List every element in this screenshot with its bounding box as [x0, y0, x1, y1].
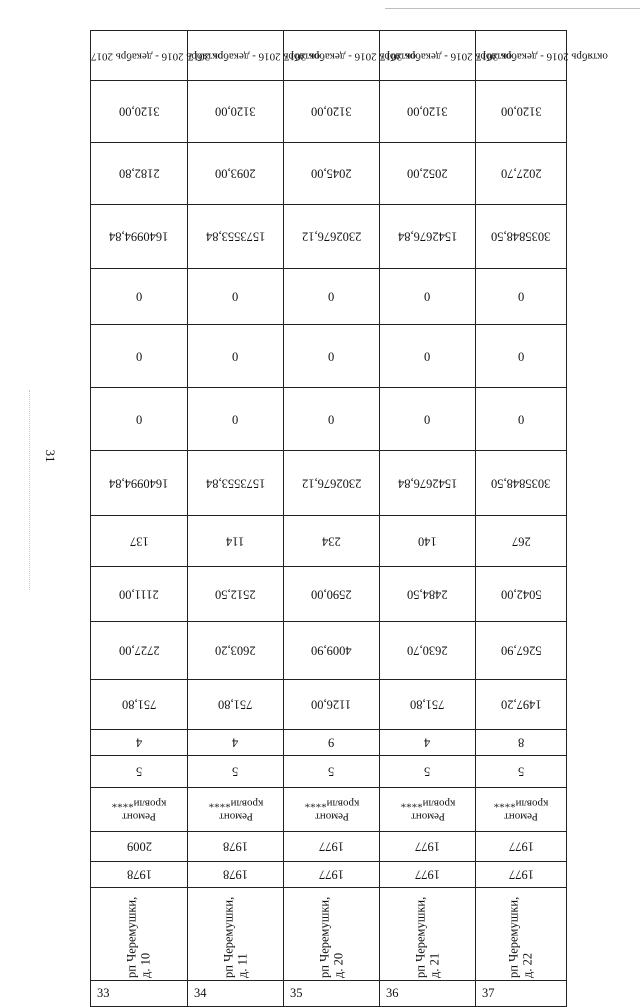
- zero-cell: 0: [284, 325, 380, 388]
- area-cell: 2603,20: [188, 622, 284, 680]
- year-cell: 1978: [188, 832, 284, 862]
- area-cell: 4009,90: [284, 622, 380, 680]
- period-cell: октябрь 2016 - декабрь 2017: [380, 31, 476, 81]
- row-roof-area: [91, 680, 567, 730]
- work-type-cell: Ремонт кровли****: [91, 788, 188, 832]
- residents-cell: 137: [91, 516, 188, 567]
- work-type-cell: Ремонт кровли****: [284, 788, 380, 832]
- cost-cell: 3035848,50: [476, 451, 567, 516]
- year-cell: 1977: [380, 862, 476, 888]
- row-zero-2: [91, 325, 567, 388]
- area-cell: 1126,00: [284, 680, 380, 730]
- row-year-overhaul: [91, 832, 567, 862]
- cost-cell: 1573553,84: [188, 451, 284, 516]
- cost-cell: 1542676,84: [380, 205, 476, 269]
- work-type-cell: Ремонт кровли****: [476, 788, 567, 832]
- area-cell: 2484,50: [380, 567, 476, 622]
- cost-cell: 1542676,84: [380, 451, 476, 516]
- cost-cell: 2302676,12: [284, 451, 380, 516]
- zero-cell: 0: [91, 269, 188, 325]
- cost-cell: 3035848,50: [476, 205, 567, 269]
- area-cell: 5267,90: [476, 622, 567, 680]
- row-zero-3: [91, 269, 567, 325]
- entrances-cell: 4: [188, 730, 284, 756]
- floors-cell: 5: [476, 756, 567, 788]
- area-cell: 1497,20: [476, 680, 567, 730]
- year-cell: 1977: [476, 832, 567, 862]
- row-cost-total-2: [91, 205, 567, 269]
- zero-cell: 0: [188, 269, 284, 325]
- year-cell: 1977: [284, 832, 380, 862]
- area-cell: 751,80: [91, 680, 188, 730]
- unit-cost-cell: 2182,80: [91, 143, 188, 205]
- row-floors: [91, 756, 567, 788]
- row-period: [91, 31, 567, 81]
- floors-cell: 5: [284, 756, 380, 788]
- entrances-cell: 8: [476, 730, 567, 756]
- cost-cell: 1640994,84: [91, 205, 188, 269]
- area-cell: 2630,70: [380, 622, 476, 680]
- zero-cell: 0: [91, 388, 188, 451]
- cost-cell: 1640994,84: [91, 451, 188, 516]
- cost-cell: 1573553,84: [188, 205, 284, 269]
- row-work-type: [91, 788, 567, 832]
- unit-cost-cell: 2093,00: [188, 143, 284, 205]
- year-cell: 1978: [188, 862, 284, 888]
- floors-cell: 5: [188, 756, 284, 788]
- zero-cell: 0: [476, 325, 567, 388]
- row-limit-cost: [91, 81, 567, 143]
- period-cell: октябрь 2016 - декабрь 2017: [476, 31, 567, 81]
- work-type-cell: Ремонт кровли****: [380, 788, 476, 832]
- year-cell: 1977: [380, 832, 476, 862]
- row-zero-1: [91, 388, 567, 451]
- margin-fold-line: [29, 390, 30, 590]
- work-type-cell: Ремонт кровли****: [188, 788, 284, 832]
- area-cell: 751,80: [380, 680, 476, 730]
- area-cell: 5042,00: [476, 567, 567, 622]
- year-cell: 2009: [91, 832, 188, 862]
- page-number: 31: [43, 449, 58, 463]
- floors-cell: 5: [380, 756, 476, 788]
- year-cell: 1978: [91, 862, 188, 888]
- zero-cell: 0: [188, 325, 284, 388]
- row-residents: [91, 516, 567, 567]
- zero-cell: 0: [380, 325, 476, 388]
- area-cell: 2512,50: [188, 567, 284, 622]
- zero-cell: 0: [476, 269, 567, 325]
- zero-cell: 0: [380, 388, 476, 451]
- row-number-cell: 37: [476, 981, 567, 1007]
- row-year-built: [91, 862, 567, 888]
- zero-cell: 0: [284, 269, 380, 325]
- repair-schedule-table: [90, 30, 608, 1007]
- area-cell: 2727,00: [91, 622, 188, 680]
- cost-cell: 2302676,12: [284, 205, 380, 269]
- area-cell: 2111,00: [91, 567, 188, 622]
- unit-cost-cell: 2027,70: [476, 143, 567, 205]
- entrances-cell: 4: [380, 730, 476, 756]
- row-number-cell: 33: [91, 981, 188, 1007]
- residents-cell: 267: [476, 516, 567, 567]
- residents-cell: 234: [284, 516, 380, 567]
- zero-cell: 0: [91, 325, 188, 388]
- period-cell: октябрь 2016 - декабрь 2017: [91, 31, 188, 81]
- row-area-total: [91, 622, 567, 680]
- row-number-cell: 34: [188, 981, 284, 1007]
- row-number-cell: 36: [380, 981, 476, 1007]
- limit-cost-cell: 3120,00: [284, 81, 380, 143]
- entrances-cell: 4: [91, 730, 188, 756]
- zero-cell: 0: [380, 269, 476, 325]
- address-cell: рп Черемушки, д. 22: [476, 888, 567, 981]
- row-cost-total: [91, 451, 567, 516]
- row-number: [91, 981, 567, 1007]
- limit-cost-cell: 3120,00: [188, 81, 284, 143]
- top-rule: [385, 8, 640, 9]
- residents-cell: 114: [188, 516, 284, 567]
- zero-cell: 0: [476, 388, 567, 451]
- address-cell: рп Черемушки, д. 11: [188, 888, 284, 981]
- row-entrances: [91, 730, 567, 756]
- entrances-cell: 9: [284, 730, 380, 756]
- area-cell: 751,80: [188, 680, 284, 730]
- address-cell: рп Черемушки, д. 20: [284, 888, 380, 981]
- zero-cell: 0: [284, 388, 380, 451]
- row-unit-cost: [91, 143, 567, 205]
- zero-cell: 0: [188, 388, 284, 451]
- limit-cost-cell: 3120,00: [476, 81, 567, 143]
- area-cell: 2590,00: [284, 567, 380, 622]
- address-cell: рп Черемушки, д. 10: [91, 888, 188, 981]
- unit-cost-cell: 2052,00: [380, 143, 476, 205]
- limit-cost-cell: 3120,00: [380, 81, 476, 143]
- period-cell: октябрь 2016 - декабрь 2017: [284, 31, 380, 81]
- residents-cell: 140: [380, 516, 476, 567]
- address-cell: рп Черемушки, д. 21: [380, 888, 476, 981]
- year-cell: 1977: [476, 862, 567, 888]
- row-address: [91, 888, 567, 981]
- row-area-residential: [91, 567, 567, 622]
- row-number-cell: 35: [284, 981, 380, 1007]
- unit-cost-cell: 2045,00: [284, 143, 380, 205]
- year-cell: 1977: [284, 862, 380, 888]
- floors-cell: 5: [91, 756, 188, 788]
- limit-cost-cell: 3120,00: [91, 81, 188, 143]
- period-cell: октябрь 2016 - декабрь 2017: [188, 31, 284, 81]
